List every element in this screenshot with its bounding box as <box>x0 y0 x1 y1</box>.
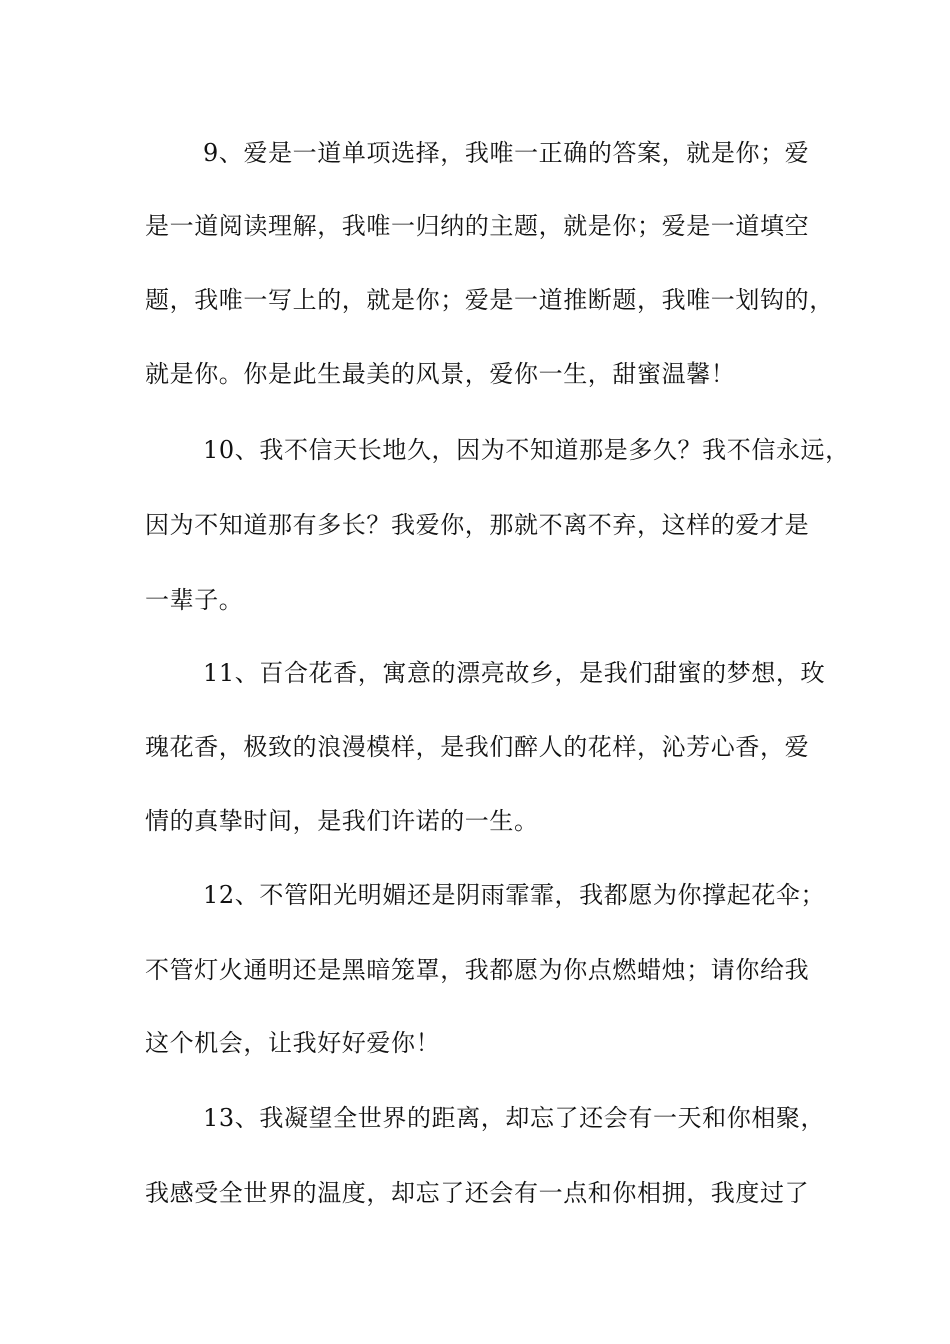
paragraph-10-line-3: 一辈子。 <box>145 586 244 614</box>
paragraph-9-line-2: 是一道阅读理解，我唯一归纳的主题，就是你；爱是一道填空 <box>145 212 810 240</box>
paragraph-11-line-1: 11、百合花香，寓意的漂亮故乡，是我们甜蜜的梦想，玫 <box>203 659 826 687</box>
paragraph-9-line-3: 题，我唯一写上的，就是你；爱是一道推断题，我唯一划钩的， <box>145 286 834 314</box>
paragraph-10-line-1: 10、我不信天长地久，因为不知道那是多久？我不信永远， <box>203 436 850 464</box>
paragraph-9-line-1: 9、爱是一道单项选择，我唯一正确的答案，就是你；爱 <box>203 139 810 167</box>
paragraph-12-line-2: 不管灯火通明还是黑暗笼罩，我都愿为你点燃蜡烛；请你给我 <box>145 956 810 984</box>
paragraph-12-line-3: 这个机会，让我好好爱你！ <box>145 1029 441 1057</box>
paragraph-13-line-1: 13、我凝望全世界的距离，却忘了还会有一天和你相聚， <box>203 1104 826 1132</box>
paragraph-13-line-2: 我感受全世界的温度，却忘了还会有一点和你相拥，我度过了 <box>145 1179 810 1207</box>
paragraph-12-line-1: 12、不管阳光明媚还是阴雨霏霏，我都愿为你撑起花伞； <box>203 881 826 909</box>
paragraph-11-line-3: 情的真挚时间，是我们许诺的一生。 <box>145 807 539 835</box>
paragraph-10-line-2: 因为不知道那有多长？我爱你，那就不离不弃，这样的爱才是 <box>145 511 810 539</box>
paragraph-11-line-2: 瑰花香，极致的浪漫模样，是我们醉人的花样，沁芳心香，爱 <box>145 733 810 761</box>
paragraph-9-line-4: 就是你。你是此生最美的风景，爱你一生，甜蜜温馨！ <box>145 360 736 388</box>
